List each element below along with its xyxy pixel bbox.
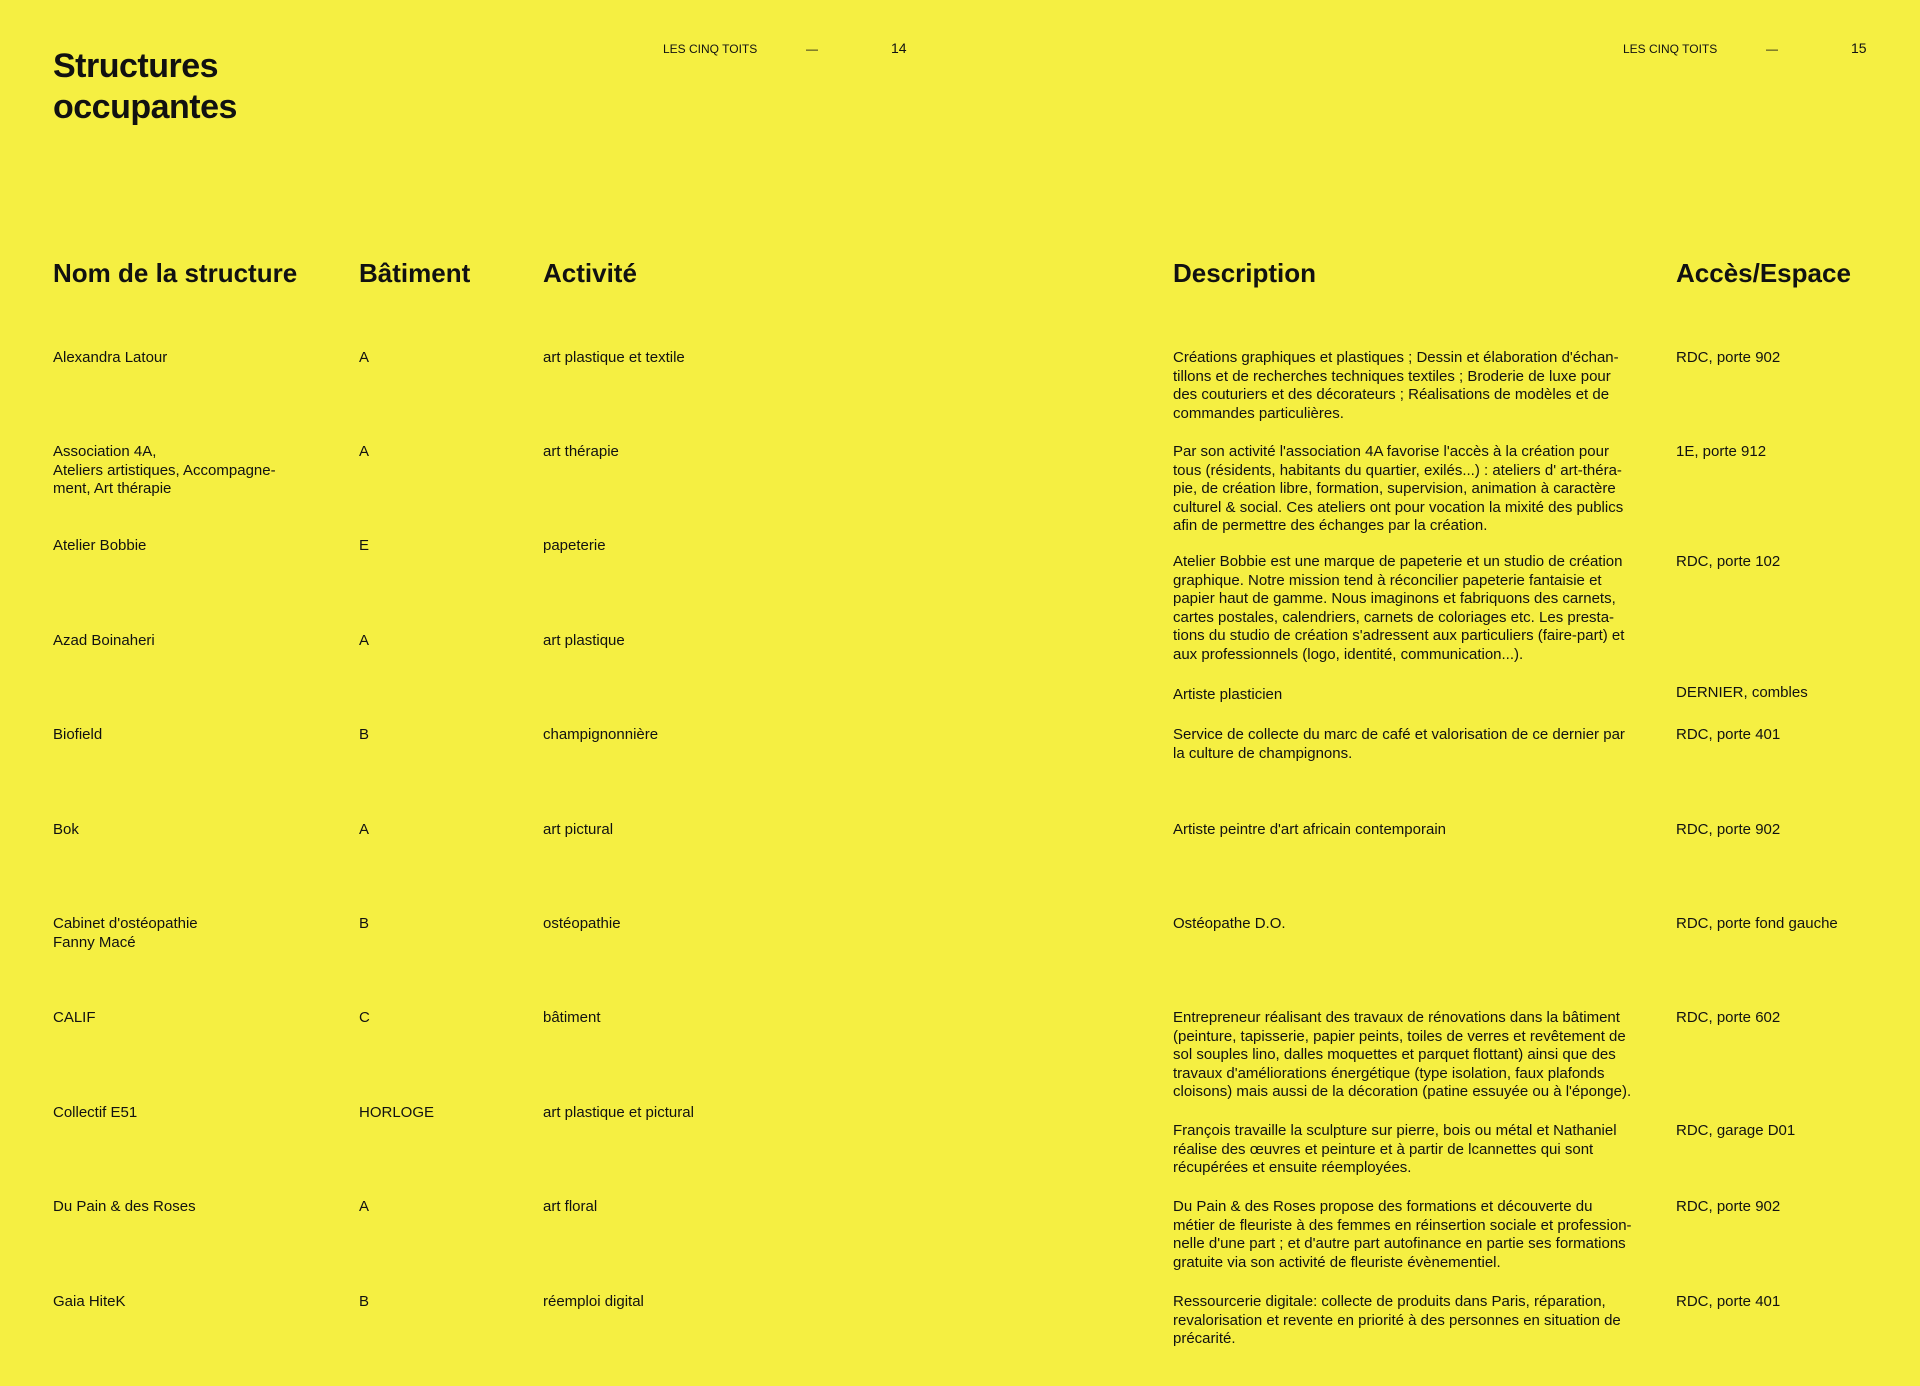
batiment-value: B <box>359 1293 370 1310</box>
activite-value: art plastique et textile <box>543 349 685 366</box>
structure-name: Collectif E51 <box>53 1104 138 1121</box>
activite-value: art thérapie <box>543 443 619 460</box>
acces-value: RDC, porte 902 <box>1676 821 1781 838</box>
batiment-value: E <box>359 537 370 554</box>
description-text: Artiste peintre d'art africain contemporain <box>1173 821 1446 838</box>
activite-value: bâtiment <box>543 1009 601 1026</box>
structure-name: Du Pain & des Roses <box>53 1198 196 1215</box>
structure-name: Cabinet d'ostéopathie Fanny Macé <box>53 915 198 951</box>
acces-value: RDC, porte 602 <box>1676 1009 1781 1026</box>
description-text: Créations graphiques et plastiques ; Dessin et élaboration d'échan- tillons et de recherches techniques textiles ; Broderie de luxe pour des couturiers et des décorateurs ; Réalisations de modèles et de commandes particulières. <box>1173 349 1619 422</box>
activite-value: champignonnière <box>543 726 659 743</box>
page-number-left: 14 <box>891 40 907 56</box>
batiment-value: HORLOGE <box>359 1104 435 1121</box>
batiment-value: B <box>359 915 370 932</box>
batiment-value: A <box>359 1198 370 1215</box>
description-text: Service de collecte du marc de café et valorisation de ce dernier par la culture de champignons. <box>1173 726 1625 762</box>
structure-name: CALIF <box>53 1009 96 1026</box>
page-title-line-2: occupantes <box>53 88 237 126</box>
description-text: Entrepreneur réalisant des travaux de rénovations dans la bâtiment (peinture, tapisserie, papier peints, toiles de verres et revêtement de sol souples lino, dalles moquettes et parquet flottant) ainsi que des travaux d'améliorations énergétique (type isolation, faux plafonds cloisons) mais aussi de la décoration (patine essuyée ou à l'éponge). <box>1173 1009 1632 1100</box>
activite-value: réemploi digital <box>543 1293 644 1310</box>
column-header-description: Description <box>1173 258 1317 288</box>
activite-value: art plastique et pictural <box>543 1104 694 1121</box>
page-title-line-1: Structures <box>53 47 219 85</box>
batiment-value: B <box>359 726 370 743</box>
structure-name: Biofield <box>53 726 103 743</box>
acces-value: RDC, porte fond gauche <box>1676 915 1838 932</box>
activite-value: ostéopathie <box>543 915 621 932</box>
description-text: Ostéopathe D.O. <box>1173 915 1286 932</box>
acces-value: RDC, porte 902 <box>1676 349 1781 366</box>
page-title <box>53 46 237 128</box>
acces-value: 1E, porte 912 <box>1676 443 1767 460</box>
column-header-acces: Accès/Espace <box>1676 258 1851 288</box>
running-head-left: LES CINQ TOITS <box>663 42 758 56</box>
structure-name: Gaia HiteK <box>53 1293 126 1310</box>
activite-value: art floral <box>543 1198 598 1215</box>
acces-value: RDC, porte 401 <box>1676 1293 1781 1310</box>
acces-value: RDC, porte 102 <box>1676 553 1781 570</box>
column-header-activite: Activité <box>543 258 637 288</box>
structure-name: Atelier Bobbie <box>53 537 147 554</box>
structure-name: Azad Boinaheri <box>53 632 155 649</box>
acces-value: RDC, garage D01 <box>1676 1122 1796 1139</box>
acces-value: RDC, porte 902 <box>1676 1198 1781 1215</box>
batiment-value: A <box>359 443 370 460</box>
batiment-value: C <box>359 1009 370 1026</box>
running-head-right-dash: — <box>1766 42 1778 56</box>
structure-name: Association 4A, Ateliers artistiques, Accompagne- ment, Art thérapie <box>53 443 276 497</box>
description-text: Par son activité l'association 4A favorise l'accès à la création pour tous (résidents, habitants du quartier, exilés...) : ateliers d' art-théra- pie, de création libre, formation, supervision, animation à caractère culturel & social. Ces ateliers ont pour vocation la mixité des publics afin de permettre des échanges par la création. <box>1173 443 1624 534</box>
running-head-right: LES CINQ TOITS <box>1623 42 1718 56</box>
running-head-left-dash: — <box>806 42 818 56</box>
acces-value: RDC, porte 401 <box>1676 726 1781 743</box>
description-text: François travaille la sculpture sur pierre, bois ou métal et Nathaniel réalise des œuvres et peinture et à partir de lcannettes qui sont récupérées et ensuite réemployées. <box>1173 1122 1617 1176</box>
activite-value: art plastique <box>543 632 625 649</box>
batiment-value: A <box>359 632 370 649</box>
batiment-value: A <box>359 821 370 838</box>
acces-value: DERNIER, combles <box>1676 684 1808 701</box>
page-number-right: 15 <box>1851 40 1867 56</box>
description-text: Atelier Bobbie est une marque de papeterie et un studio de création graphique. Notre mission tend à réconcilier papeterie fantaisie et papier haut de gamme. Nous imaginons et fabriquons des carnets, cartes postales, calendriers, carnets de coloriages etc. Les presta- tions du studio de création s'adressent aux particuliers (faire-part) et aux professionnels (logo, identité, communication...). <box>1173 553 1625 663</box>
activite-value: papeterie <box>543 537 606 554</box>
column-header-name: Nom de la structure <box>53 258 298 288</box>
description-text: Du Pain & des Roses propose des formations et découverte du métier de fleuriste à des femmes en réinsertion sociale et profession- nelle d'une part ; et d'autre part autofinance en partie ses formations gratuite via son activité de fleuriste évènementiel. <box>1173 1198 1632 1271</box>
description-text: Artiste plasticien <box>1173 686 1283 703</box>
activite-value: art pictural <box>543 821 614 838</box>
structure-name: Alexandra Latour <box>53 349 168 366</box>
batiment-value: A <box>359 349 370 366</box>
column-header-batiment: Bâtiment <box>359 258 471 288</box>
description-text: Ressourcerie digitale: collecte de produits dans Paris, réparation, revalorisation et revente en priorité à des personnes en situation de précarité. <box>1173 1293 1621 1347</box>
structure-name: Bok <box>53 821 79 838</box>
